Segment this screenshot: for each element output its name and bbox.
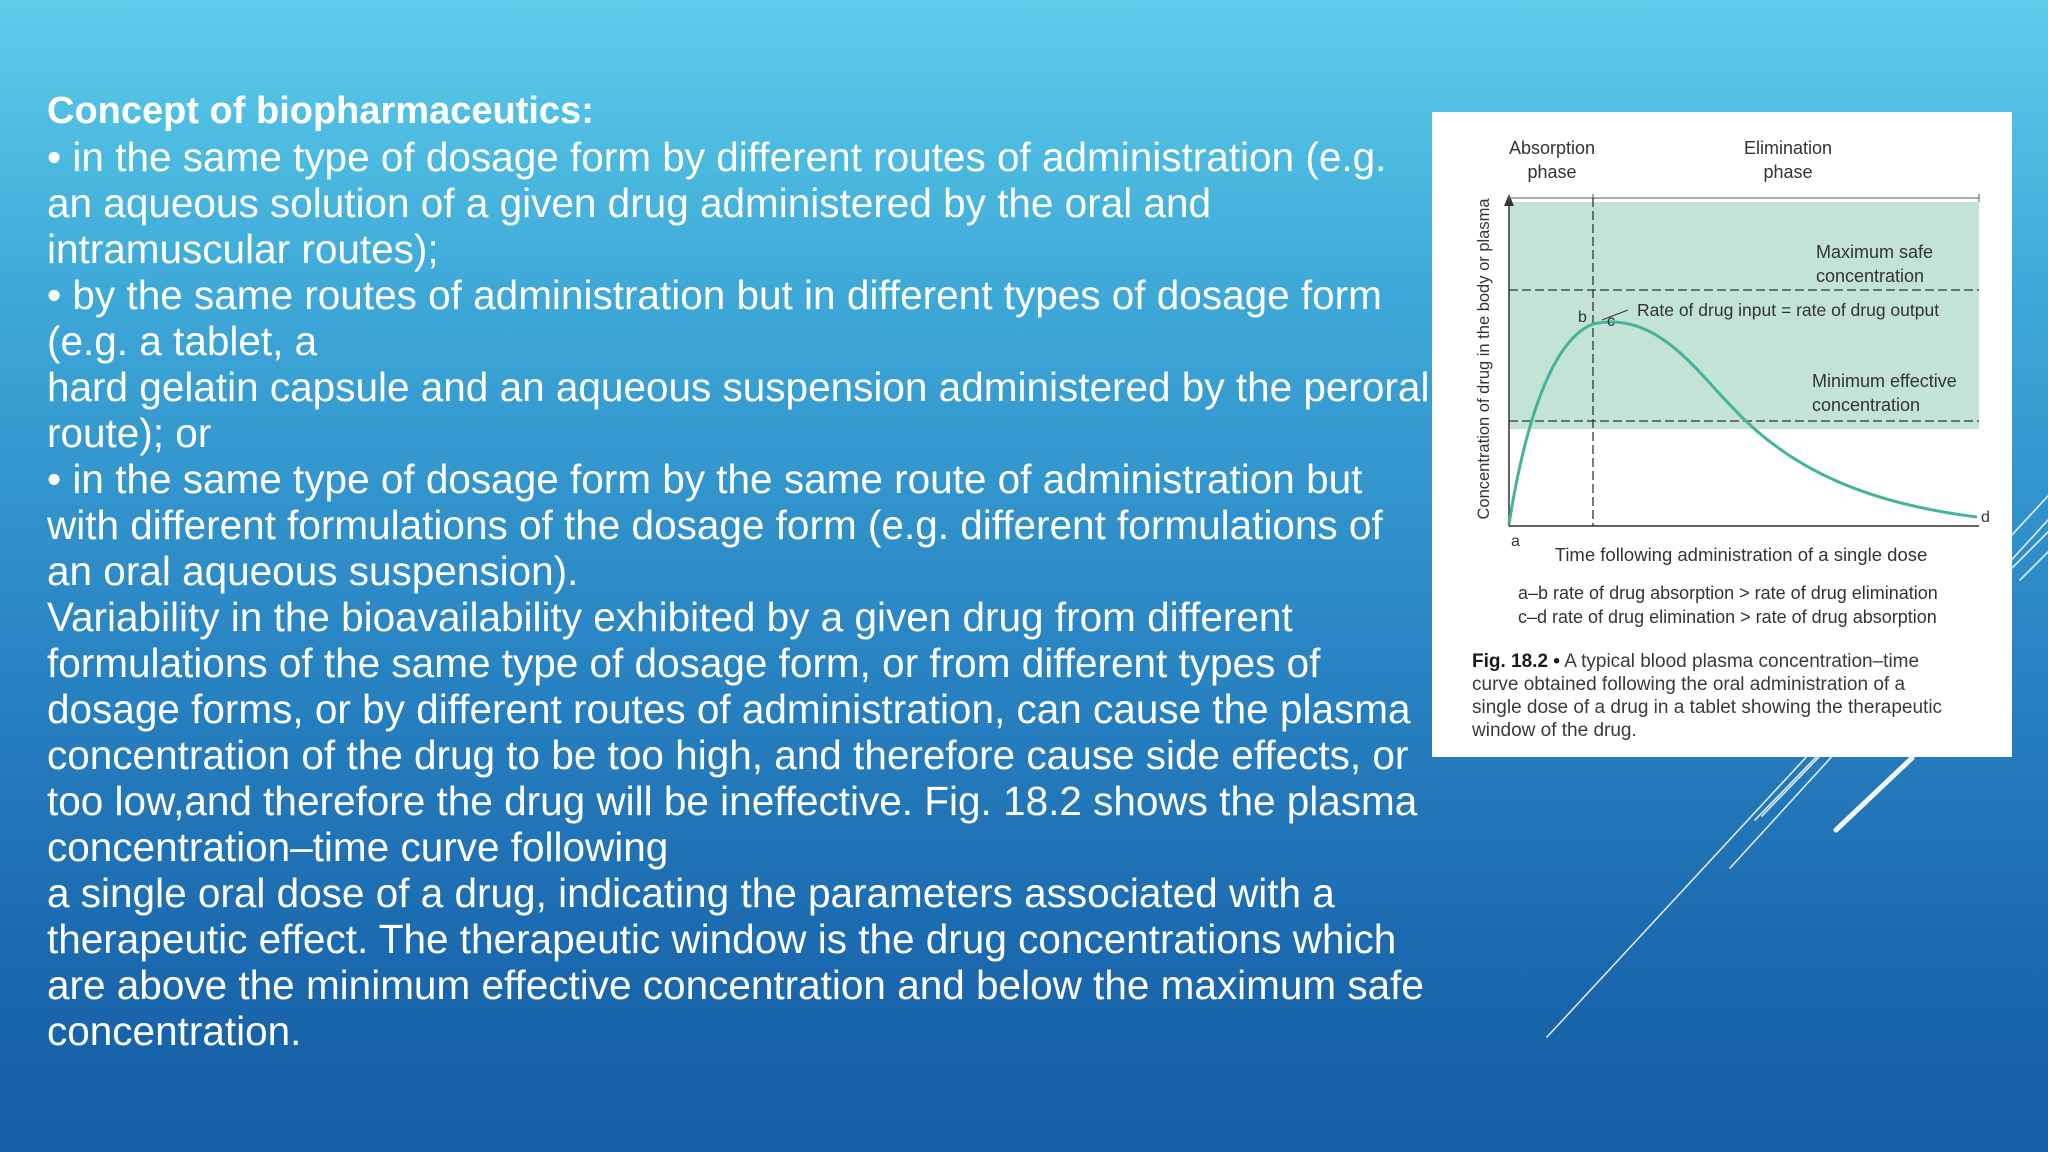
point-c-label: c bbox=[1607, 313, 1615, 330]
text-line: concentration. bbox=[47, 1008, 302, 1054]
text-line: an oral aqueous suspension). bbox=[47, 548, 579, 594]
elimination-phase-label: Elimination bbox=[1743, 138, 1833, 158]
text-line: concentration–time curve following bbox=[47, 824, 669, 870]
max-safe-label: concentration bbox=[1816, 266, 1925, 286]
rate-label: Rate of drug input = rate of drug output bbox=[1637, 300, 1940, 320]
text-line: • by the same routes of administration but in different types of dosage form bbox=[47, 272, 1382, 318]
legend-cd: c–d rate of drug elimination > rate of drug absorption bbox=[1518, 607, 1937, 627]
point-d-label: d bbox=[1981, 509, 1990, 526]
text-line: concentration of the drug to be too high, and therefore cause side effects, or bbox=[47, 732, 1409, 778]
point-a-label: a bbox=[1511, 533, 1520, 550]
max-safe-label: Maximum safe bbox=[1816, 242, 1934, 262]
text-line: an aqueous solution of a given drug administered by the oral and bbox=[47, 180, 1212, 226]
absorption-phase-label: phase bbox=[1527, 162, 1577, 182]
absorption-phase-label: Absorption bbox=[1508, 138, 1596, 158]
text-line: a single oral dose of a drug, indicating the parameters associated with a bbox=[47, 870, 1335, 916]
caption-line: single dose of a drug in a tablet showing the therapeutic bbox=[1472, 697, 1943, 718]
deco-line bbox=[2010, 532, 2048, 570]
text-line: dosage forms, or by different routes of administration, can cause the plasma bbox=[47, 686, 1411, 732]
caption-line: curve obtained following the oral administration of a bbox=[1472, 674, 1906, 695]
deco-line bbox=[1836, 758, 1912, 830]
text-line: intramuscular routes); bbox=[47, 226, 439, 272]
figure-caption bbox=[1472, 650, 2007, 742]
text-line: therapeutic effect. The therapeutic window is the drug concentrations which bbox=[47, 916, 1397, 962]
concentration-time-diagram bbox=[1432, 112, 2012, 652]
point-b-label: b bbox=[1578, 309, 1587, 326]
text-line: too low,and therefore the drug will be ineffective. Fig. 18.2 shows the plasma bbox=[47, 778, 1418, 824]
text-line: hard gelatin capsule and an aqueous suspension administered by the peroral bbox=[47, 364, 1430, 410]
text-line: Variability in the bioavailability exhibited by a given drug from different bbox=[47, 594, 1293, 640]
caption-line bbox=[1472, 650, 2007, 673]
text-line: are above the minimum effective concentration and below the maximum safe bbox=[47, 962, 1424, 1008]
text-line: formulations of the same type of dosage form, or from different types of bbox=[47, 640, 1321, 686]
legend-ab: a–b rate of drug absorption > rate of drug elimination bbox=[1518, 583, 1938, 603]
text-line: • in the same type of dosage form by different routes of administration (e.g. bbox=[47, 134, 1387, 180]
min-effective-label: concentration bbox=[1812, 395, 1921, 415]
slide-body-text bbox=[47, 88, 1430, 1054]
elimination-phase-label: phase bbox=[1763, 162, 1813, 182]
x-axis-label: Time following administration of a single dose bbox=[1554, 544, 1928, 565]
caption-line: window of the drug. bbox=[1472, 720, 1637, 741]
y-axis-label: Concentration of drug in the body or plasma bbox=[1475, 198, 1493, 520]
figure-panel bbox=[1432, 112, 2012, 757]
slide-heading: Concept of biopharmaceutics: bbox=[47, 90, 594, 132]
text-line: with different formulations of the dosage form (e.g. different formulations of bbox=[47, 502, 1383, 548]
text-line: (e.g. a tablet, a bbox=[47, 318, 318, 364]
text-line: • in the same type of dosage form by the same route of administration but bbox=[47, 456, 1363, 502]
min-effective-label: Minimum effective bbox=[1812, 371, 1957, 391]
text-line: route); or bbox=[47, 410, 212, 456]
caption-label: Fig. 18.2 • bbox=[1472, 651, 1560, 672]
caption-text: A typical blood plasma concentration–time bbox=[1559, 651, 1920, 672]
